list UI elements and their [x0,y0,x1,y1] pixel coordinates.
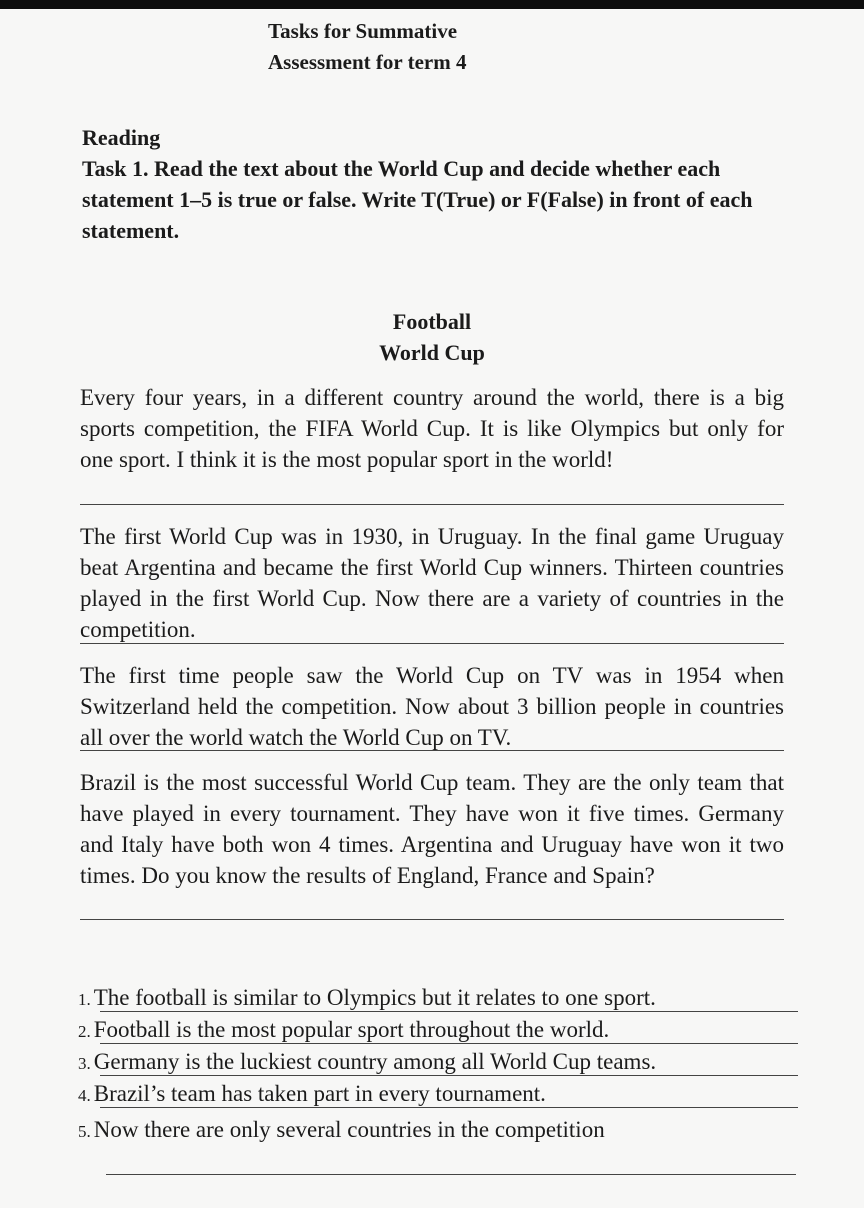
paragraph-3: The first time people saw the World Cup on TV was in 1954 when Switzerland held the competition. Now about 3 billion people in countries all over the world watch the World Cup on TV. [80,663,784,750]
statement-text: The football is similar to Olympics but it relates to one sport. [93,985,656,1010]
answer-line [100,1107,798,1108]
task-instructions [82,122,782,246]
answer-line [100,1075,798,1076]
paragraph-divider [80,504,784,505]
paragraph-4: Brazil is the most successful World Cup team. They are the only team that have played in every tournament. They have won it five times. Germany and Italy have both won 4 times. Argentina and Uruguay have won it two times. Do you know the results of England, France and Spain? [80,770,784,888]
task-instruction-text: Task 1. Read the text about the World Cup and decide whether each statement 1–5 is true or false. Write T(True) or F(False) in front of each statement. [82,156,753,243]
text-title [0,306,864,368]
statement-text: Germany is the luckiest country among all World Cup teams. [93,1049,657,1074]
title-line-2: World Cup [379,340,485,365]
statement-item [78,1114,798,1146]
statement-item [78,1078,798,1110]
paragraph-divider [80,919,784,920]
answer-line [106,1174,796,1175]
statement-number: 2. [78,1022,91,1041]
title-line-1: Football [392,309,472,334]
paragraph-2: The first World Cup was in 1930, in Uruguay. In the final game Uruguay beat Argentina and became the first World Cup winners. Thirteen countries played in the first World Cup. Now there are a variety of countries in the competition. [80,524,784,642]
section-heading: Reading [82,125,161,150]
statement-number: 1. [78,990,91,1009]
statement-item [78,1046,798,1078]
paragraph-divider [80,643,784,644]
statement-text: Brazil’s team has taken part in every tournament. [93,1081,546,1106]
statement-number: 3. [78,1054,91,1073]
statement-item [78,982,798,1014]
document-header [268,16,466,78]
answer-line [100,1043,798,1044]
top-border-bar [0,0,864,9]
header-line-2: Assessment for term 4 [268,50,467,74]
statement-item [78,1014,798,1046]
paragraph-divider [80,750,784,751]
statement-number: 5. [78,1122,91,1141]
statement-number: 4. [78,1086,91,1105]
statements-list [78,982,798,1146]
header-line-1: Tasks for Summative [268,19,458,43]
paragraph-1: Every four years, in a different country around the world, there is a big sports competition, the FIFA World Cup. It is like Olympics but only for one sport. I think it is the most popular sport in the world! [80,385,784,472]
answer-line [100,1011,798,1012]
statement-text: Football is the most popular sport throughout the world. [93,1017,610,1042]
statement-text: Now there are only several countries in the competition [93,1117,605,1142]
